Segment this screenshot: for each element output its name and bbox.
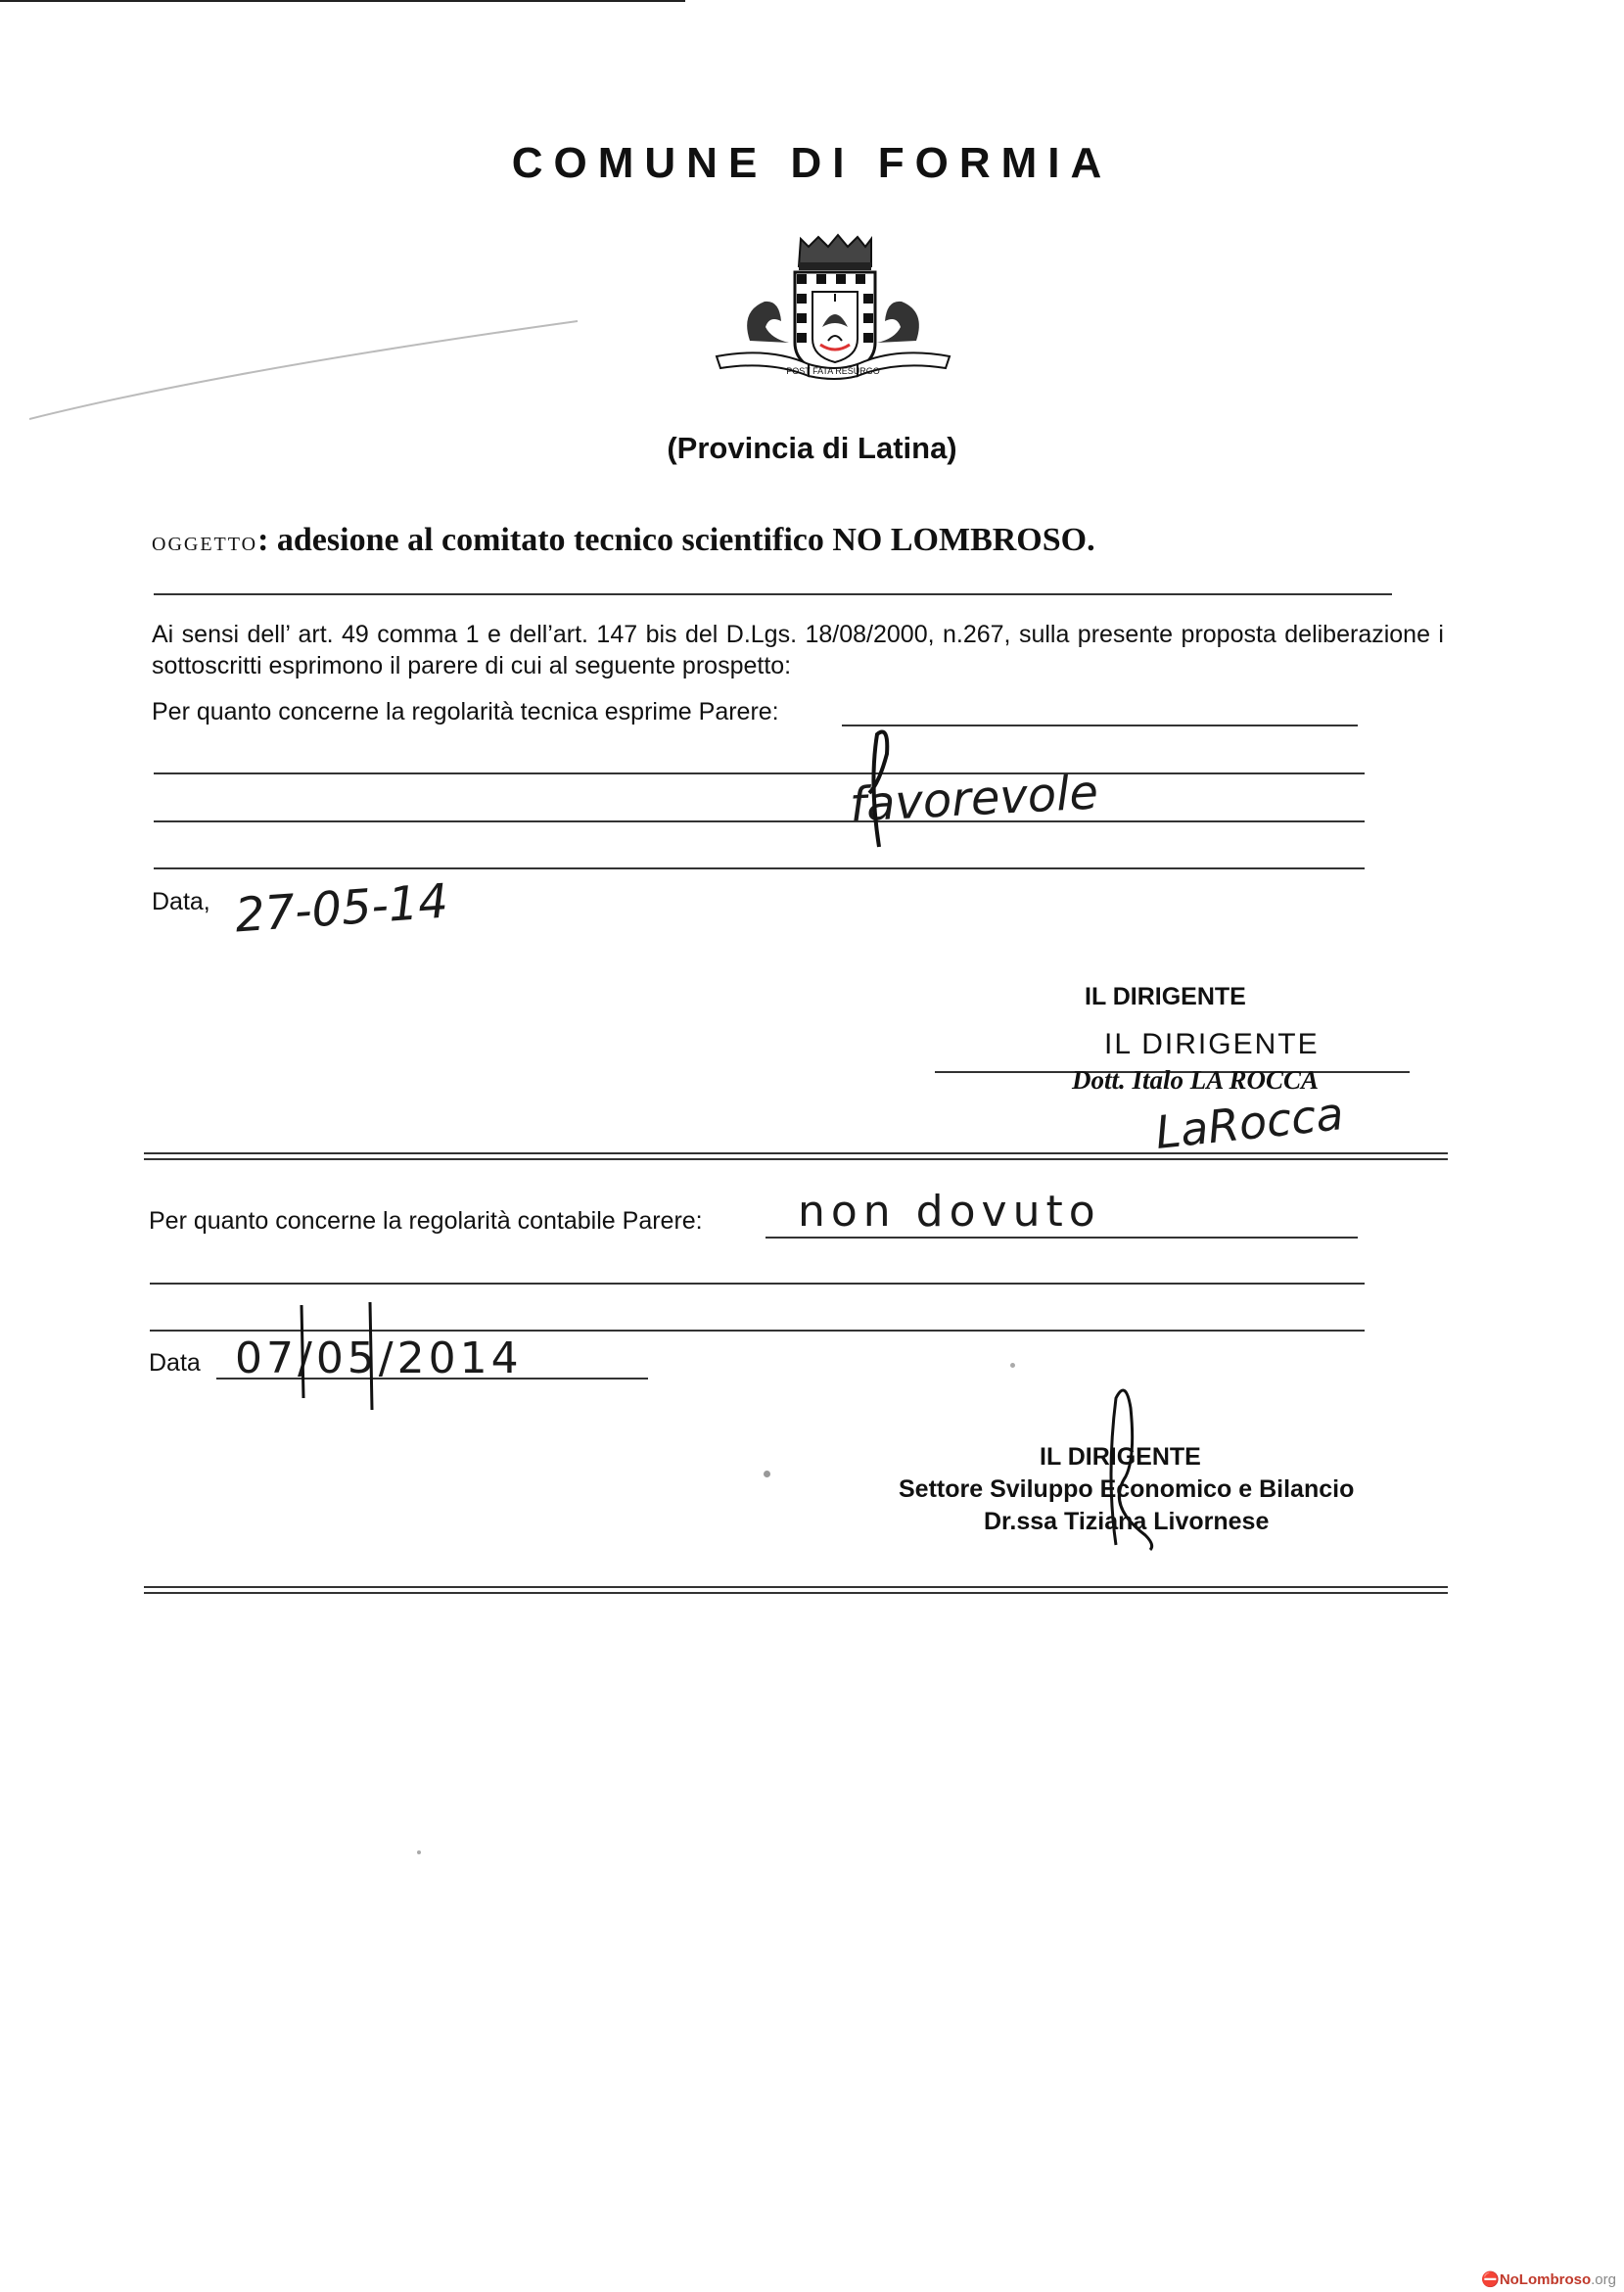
scan-streak — [29, 311, 617, 429]
technical-opinion-line-1 — [842, 725, 1358, 726]
technical-date-label: Data, — [152, 888, 210, 915]
accounting-opinion-label: Per quanto concerne la regolarità contabile Parere: — [149, 1207, 703, 1235]
section-divider-2 — [144, 1586, 1448, 1594]
technical-handwritten-opinion: favorevole — [848, 765, 1100, 833]
accounting-opinion-line-2 — [150, 1283, 1365, 1285]
scan-speck — [1010, 1363, 1015, 1368]
document-title: COMUNE DI FORMIA — [511, 139, 1113, 187]
technical-handwritten-date: 27-05-14 — [233, 873, 450, 944]
section-divider-1 — [144, 1152, 1448, 1160]
subject-underline — [154, 593, 1392, 595]
scan-speck — [764, 1471, 770, 1477]
technical-opinion-line-3 — [154, 820, 1365, 822]
scan-edge-line — [0, 0, 685, 2]
watermark-suffix: .org — [1591, 2271, 1616, 2288]
technical-opinion-line-2 — [154, 772, 1365, 774]
technical-opinion-flourish — [850, 725, 908, 852]
accounting-opinion-line-1 — [766, 1237, 1358, 1239]
technical-stamp-title: IL DIRIGENTE — [1104, 1028, 1320, 1060]
subject-text: : adesione al comitato tecnico scientifico NO LOMBROSO. — [257, 522, 1095, 558]
province-subtitle: (Provincia di Latina) — [667, 431, 957, 465]
crest-motto: POST FATA RESURGO — [786, 366, 880, 376]
subject-label: OGGETTO — [152, 534, 258, 555]
technical-signature: LaRocca — [1152, 1087, 1346, 1159]
technical-stamp-name: Dott. Italo LA ROCCA — [1072, 1065, 1320, 1095]
accounting-date-strokes — [284, 1300, 401, 1413]
accounting-signer-title: IL DIRIGENTE — [1040, 1443, 1201, 1471]
coat-of-arms-crest — [711, 233, 955, 380]
accounting-handwritten-opinion: non dovuto — [798, 1187, 1101, 1237]
accounting-signer-department: Settore Sviluppo Economico e Bilancio — [899, 1475, 1355, 1503]
scan-speck — [417, 1850, 421, 1854]
intro-paragraph: Ai sensi dell’ art. 49 comma 1 e dell’art. 147 bis del D.Lgs. 18/08/2000, n.267, sulla presente proposta deliberazione i sottoscritti esprimono il parere di cui al seguente prospetto: — [152, 621, 1444, 679]
technical-signer-title: IL DIRIGENTE — [1085, 983, 1246, 1010]
watermark — [1481, 2270, 1616, 2288]
accounting-signer-name: Dr.ssa Tiziana Livornese — [984, 1508, 1270, 1535]
watermark-brand: NoLombroso — [1499, 2271, 1592, 2288]
subject-line — [152, 522, 1095, 559]
technical-opinion-label: Per quanto concerne la regolarità tecnica esprime Parere: — [152, 698, 779, 725]
watermark-icon: ⛔ — [1481, 2271, 1500, 2288]
accounting-handwritten-date: 07/05/2014 — [235, 1333, 523, 1383]
technical-opinion-line-4 — [154, 867, 1365, 869]
accounting-date-label: Data — [149, 1349, 201, 1377]
